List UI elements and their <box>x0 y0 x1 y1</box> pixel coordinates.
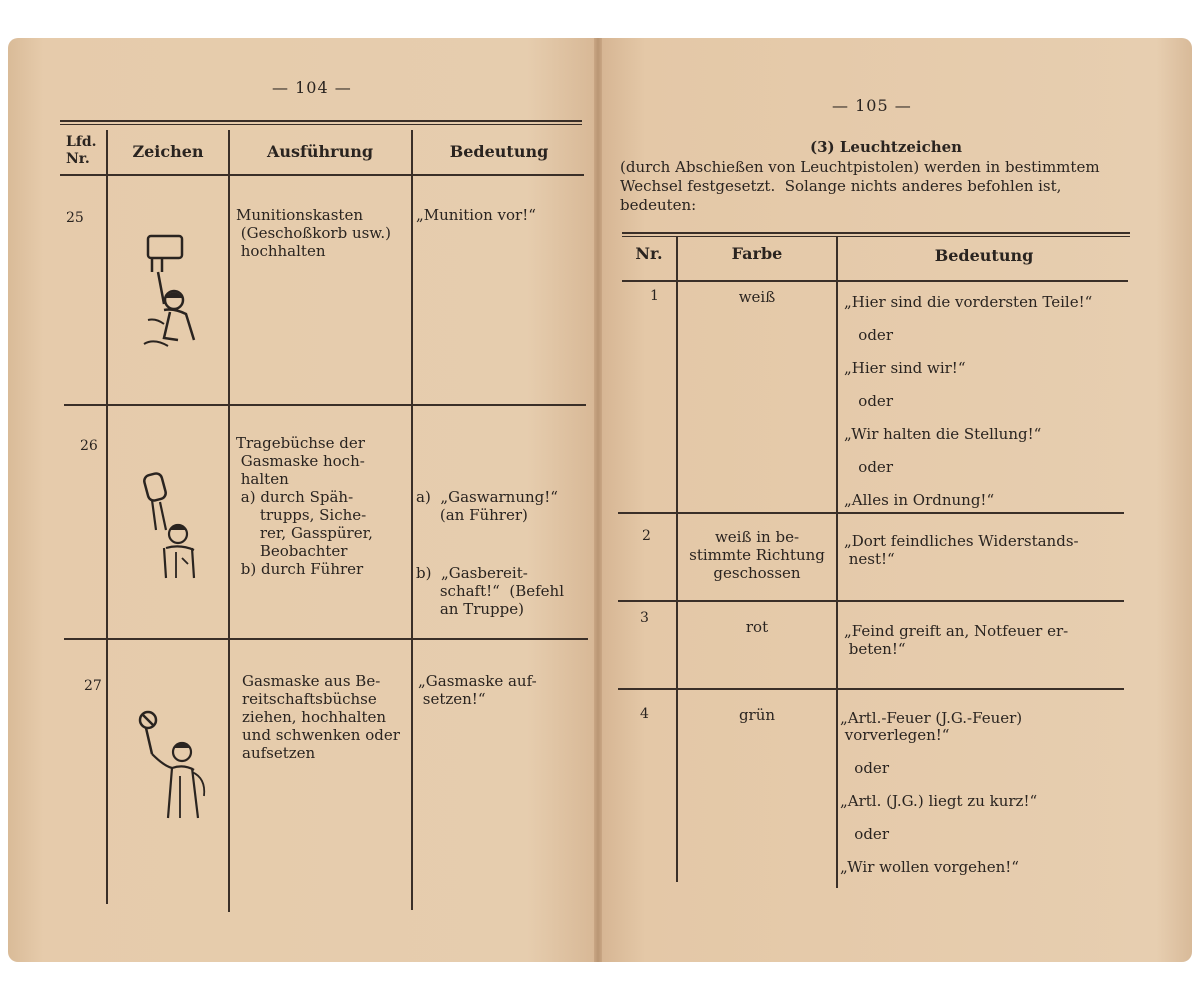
signal-2-farbe: weiß in be- stimmte Richtung geschossen <box>689 528 825 582</box>
signal-3-bedeutung: „Feind greift an, Notfeuer er- beten!“ <box>844 622 1069 658</box>
row-rule-26 <box>64 638 588 640</box>
right-header-farbe: Farbe <box>731 244 783 263</box>
row-26-bedeutung-a: a) „Gaswarnung!“ (an Führer) <box>416 488 558 524</box>
right-header-rule <box>622 280 1128 282</box>
signal-3-nr: 3 <box>640 610 649 626</box>
signal-4-nr: 4 <box>640 706 649 722</box>
right-header-nr: Nr. <box>635 244 663 263</box>
soldier-ammo-box-illustration <box>134 228 214 358</box>
signal-3-farbe: rot <box>745 618 769 636</box>
col-rule-2 <box>228 130 230 912</box>
right-row-rule-1 <box>618 512 1124 514</box>
book-gutter <box>594 38 602 962</box>
signal-4-farbe: grün <box>738 706 776 724</box>
soldier-gas-mask-canister-illustration <box>136 468 206 588</box>
row-25-ausfuehrung: Munitionskasten (Geschoßkorb usw.) hochhalten <box>236 206 391 260</box>
signal-4-bedeutung: „Artl.-Feuer (J.G.-Feuer) vorverlegen!“ oder „Artl. (J.G.) liegt zu kurz!“ oder „Wir wollen vorgehen!“ <box>840 709 1038 876</box>
row-26-bedeutung-b: b) „Gasbereit- schaft!“ (Befehl an Truppe) <box>416 564 564 618</box>
signal-1-farbe: weiß <box>738 288 776 306</box>
right-col-rule-2 <box>836 236 838 888</box>
row-27-ausfuehrung: Gasmaske aus Be- reitschaftsbüchse ziehen, hochhalten und schwenken oder aufsetzen <box>242 672 400 762</box>
row-27-nr: 27 <box>84 678 102 694</box>
header-lfd-nr: Lfd. Nr. <box>66 134 97 167</box>
header-rule <box>60 174 584 176</box>
header-bedeutung: Bedeutung <box>449 142 549 161</box>
header-ausfuehrung: Ausführung <box>266 142 374 161</box>
signal-2-nr: 2 <box>642 528 651 544</box>
right-row-rule-2 <box>618 600 1124 602</box>
row-27-bedeutung: „Gasmaske auf- setzen!“ <box>418 672 537 708</box>
soldier-gas-mask-raised-illustration <box>132 706 222 826</box>
right-header-bedeutung: Bedeutung <box>934 246 1034 265</box>
section-title: (3) Leuchtzeichen <box>810 138 963 156</box>
row-25-nr: 25 <box>66 210 84 226</box>
col-rule-1 <box>106 130 108 904</box>
row-25-bedeutung: „Munition vor!“ <box>416 206 536 224</box>
right-col-rule-1 <box>676 236 678 882</box>
right-row-rule-3 <box>618 688 1124 690</box>
col-rule-3 <box>411 130 413 910</box>
page-number-right: — 105 — <box>832 96 912 115</box>
row-rule-25 <box>64 404 586 406</box>
right-table-top-rule <box>622 232 1130 234</box>
row-26-nr: 26 <box>80 438 98 454</box>
table-top-rule-thin <box>60 124 582 125</box>
open-book <box>0 38 1200 962</box>
header-zeichen: Zeichen <box>132 142 204 161</box>
signal-1-bedeutung: „Hier sind die vordersten Teile!“ oder „Hier sind wir!“ oder „Wir halten die Stellung!“ oder „Alles in Ordnung!“ <box>844 293 1093 509</box>
page-number-left: — 104 — <box>272 78 352 97</box>
section-intro: (durch Abschießen von Leuchtpistolen) werden in bestimmtem Wechsel festgesetzt. Solange nichts anderes befohlen ist, bedeuten: <box>620 158 1100 214</box>
signal-2-bedeutung: „Dort feindliches Widerstands- nest!“ <box>844 532 1079 568</box>
signal-1-nr: 1 <box>650 288 659 304</box>
row-26-ausfuehrung: Tragebüchse der Gasmaske hoch- halten a) durch Späh- trupps, Siche- rer, Gasspürer, Beobachter b) durch Führer <box>236 434 373 578</box>
right-table-top-rule-thin <box>622 236 1130 237</box>
table-top-rule <box>60 120 582 122</box>
